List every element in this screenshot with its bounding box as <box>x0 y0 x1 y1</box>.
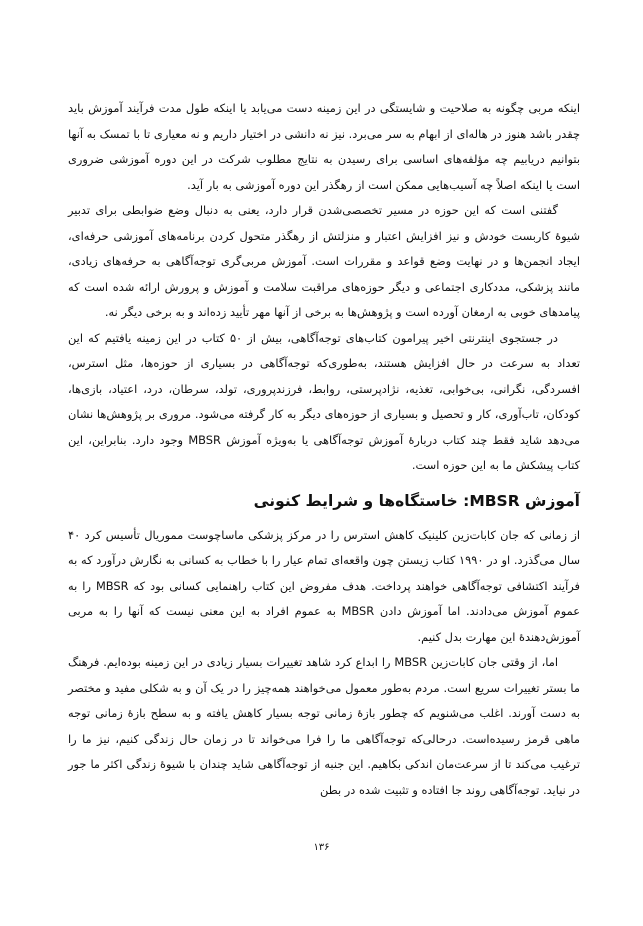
paragraph-1: اینکه مربی چگونه به صلاحیت و شایستگی در این زمینه دست می‌یابد یا اینکه طول مدت فرآیند آموزش باید چقدر باشد هنوز در هاله‌ای از ابهام به سر می‌برد. نیز نه دانشی در اختیار داریم و نه معیاری تا با تمسک به آنها بتوانیم دریابیم چه مؤلفه‌های اساسی برای رسیدن به نتایج مطلوب شرکت در این دوره آموزشی ضروری است یا اینکه اصلاً چه آسیب‌هایی ممکن است از رهگذر این دوره آموزشی به بار آید. <box>68 101 580 192</box>
paragraph-2: گفتنی است که این حوزه در مسیر تخصصی‌شدن قرار دارد، یعنی به دنبال وضع ضوابطی برای تدبیر شیوهٔ کاربست خودش و نیز افزایش اعتبار و منزلتش از رهگذر متحول کردن برنامه‌های آموزشی حرفه‌ای، ایجاد انجمن‌ها و در نهایت وضع قواعد و مقررات است. آموزش مربی‌گری توجه‌آگاهی به حرفه‌های زیادی، مانند پزشکی، مددکاری اجتماعی و دیگر حوزه‌های مراقبت سلامت و آموزش و پرورش ارائه شده است که پیامدهای خوبی به ارمغان آورده است و پژوهش‌ها به برخی از آنها مهر تأیید زده‌اند و به برخی دیگر نه. <box>68 203 580 319</box>
page-number: ۱۳۶ <box>313 842 330 853</box>
paragraph-3: در جستجوی اینترنتی اخیر پیرامون کتاب‌های توجه‌آگاهی، بیش از ۵۰ کتاب در این زمینه یافتیم که این تعداد به سرعت در حال افزایش هستند، به‌طوری‌که توجه‌آگاهی در بسیاری از حوزه‌ها، مثل استرس، افسردگی، نگرانی، بی‌خوابی، تغذیه، نژادپرستی، روابط، فرزندپروری، تولد، سرطان، درد، اعتیاد، بازی‌ها، کودکان، تاب‌آوری، کار و تحصیل و بسیاری از حوزه‌های دیگر به کار گرفته می‌شود. مروری بر پژوهش‌ها نشان می‌دهد شاید فقط چند کتاب دربارهٔ آموزش توجه‌آگاهی یا به‌ویژه آموزش MBSR وجود دارد. بنابراین، این کتاب پیشکش ما به این حوزه است. <box>68 330 580 472</box>
section-heading: آموزش MBSR: خاستگاه‌ها و شرایط کنونی <box>253 491 580 510</box>
paragraph-5: اما، از وقتی جان کابات‌زین MBSR را ابداع کرد شاهد تغییرات بسیار زیادی در این زمینه بوده‌ایم. فرهنگ ما بستر تغییرات سریع است. مردم به‌طور معمول می‌خواهند همه‌چیز را در یک آن و به شکلی مفید و مختصر به دست آورند. اغلب می‌شنویم که چطور بازهٔ زمانی توجه بسیار کاهش یافته و به سطح بازهٔ زمانی توجه ماهی قرمز رسیده‌است. درحالی‌که توجه‌آگاهی ما را فرا می‌خواند تا در زمان حال زندگی کنیم، نیز ما را ترغیب می‌کند تا از سرعت‌مان اندکی بکاهیم. این جنبه از توجه‌آگاهی شاید چندان با شیوهٔ زندگی اکثر ما جور در نیاید. توجه‌آگاهی روند جا افتاده و تثبیت شده در بطن <box>68 655 580 797</box>
paragraph-4: از زمانی که جان کابات‌زین کلینیک کاهش استرس را در مرکز پزشکی ماساچوست مموریال تأسیس کرد ۴۰ سال می‌گذرد. او در ۱۹۹۰ کتاب زیستن چون واقعه‌ای تمام عیار را با خطاب به کسانی به نگارش درآورد که به فرآیند اکتشافی توجه‌آگاهی خواهند پرداخت. هدف مفروض این کتاب راهنمایی کسانی بود که MBSR را به عموم آموزش می‌دادند. اما آموزش دادن MBSR به عموم افراد به این معنی نیست که آنها را به مربی آموزش‌دهندهٔ این مهارت بدل کنیم. <box>68 527 581 644</box>
document-page <box>68 96 580 803</box>
